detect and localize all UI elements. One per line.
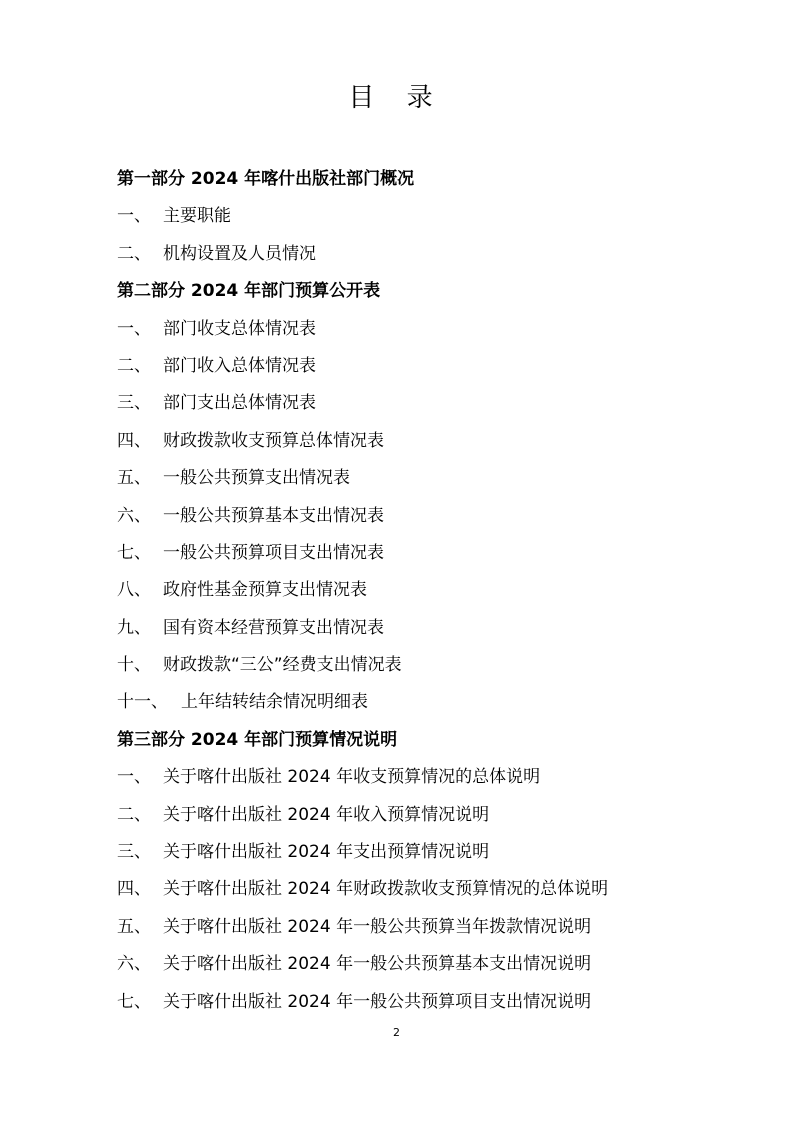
toc-item	[117, 575, 757, 612]
toc-item-text: 一般公共预算项目支出情况表	[163, 542, 384, 563]
toc-item	[117, 351, 757, 388]
toc-item-text: 部门支出总体情况表	[163, 393, 316, 414]
toc-item-text: 国有资本经营预算支出情况表	[163, 617, 384, 638]
toc-item-text: 一般公共预算基本支出情况表	[163, 505, 384, 526]
toc-item-number: 二、	[117, 804, 151, 825]
toc-item-number: 六、	[117, 505, 151, 526]
toc-item-number: 九、	[117, 617, 151, 638]
toc-item-text: 一般公共预算支出情况表	[163, 468, 350, 489]
toc-item	[117, 687, 757, 724]
toc-item	[117, 949, 757, 986]
toc-item-number: 十、	[117, 655, 151, 676]
toc-item	[117, 837, 757, 874]
toc-item	[117, 314, 757, 351]
toc-item-text: 关于喀什出版社 2024 年收支预算情况的总体说明	[163, 767, 541, 788]
toc-item-number: 一、	[117, 206, 151, 227]
toc-item	[117, 426, 757, 463]
toc-item-number: 一、	[117, 767, 151, 788]
toc-item-text: 政府性基金预算支出情况表	[163, 580, 367, 601]
toc-item-number: 三、	[117, 842, 151, 863]
toc-part-3	[117, 725, 757, 762]
toc-item-number: 八、	[117, 580, 151, 601]
toc-item-number: 五、	[117, 468, 151, 489]
toc-item	[117, 501, 757, 538]
toc-item-number: 二、	[117, 243, 151, 264]
toc-part-2	[117, 276, 757, 313]
toc-item-number: 四、	[117, 879, 151, 900]
toc-item-text: 关于喀什出版社 2024 年一般公共预算基本支出情况说明	[163, 954, 592, 975]
toc-item	[117, 987, 757, 1024]
toc-item	[117, 388, 757, 425]
toc-item-text: 上年结转结余情况明细表	[181, 692, 368, 713]
page-number: 2	[393, 1026, 400, 1039]
toc-item-text: 关于喀什出版社 2024 年一般公共预算项目支出情况说明	[163, 991, 592, 1012]
toc-item	[117, 762, 757, 799]
toc-item-text: 关于喀什出版社 2024 年财政拨款收支预算情况的总体说明	[163, 879, 609, 900]
toc-part-1	[117, 164, 757, 201]
toc-part-text: 第二部分 2024 年部门预算公开表	[117, 281, 381, 302]
toc-item-text: 财政拨款“三公”经费支出情况表	[163, 655, 402, 676]
toc-item-number: 一、	[117, 318, 151, 339]
toc-item	[117, 538, 757, 575]
toc-item-number: 五、	[117, 916, 151, 937]
toc-item-number: 三、	[117, 393, 151, 414]
toc-item-text: 关于喀什出版社 2024 年一般公共预算当年拨款情况说明	[163, 916, 592, 937]
toc-item	[117, 874, 757, 911]
toc-item-number: 四、	[117, 430, 151, 451]
toc-part-text: 第一部分 2024 年喀什出版社部门概况	[117, 169, 415, 189]
toc-item-text: 机构设置及人员情况	[163, 243, 316, 264]
table-of-contents	[117, 164, 757, 1024]
toc-item-number: 七、	[117, 991, 151, 1012]
page-title: 目 录	[348, 83, 445, 113]
toc-part-text: 第三部分 2024 年部门预算情况说明	[117, 729, 398, 750]
toc-item	[117, 239, 757, 276]
toc-item-text: 部门收入总体情况表	[163, 355, 316, 376]
toc-item	[117, 650, 757, 687]
toc-item-text: 关于喀什出版社 2024 年收入预算情况说明	[163, 804, 490, 825]
toc-item-number: 十一、	[117, 692, 168, 713]
toc-item-number: 七、	[117, 542, 151, 563]
toc-item-text: 部门收支总体情况表	[163, 318, 316, 339]
toc-item	[117, 201, 757, 238]
toc-item	[117, 613, 757, 650]
toc-item-text: 主要职能	[163, 206, 231, 227]
toc-item	[117, 912, 757, 949]
toc-item	[117, 800, 757, 837]
toc-item-text: 财政拨款收支预算总体情况表	[163, 430, 384, 451]
toc-item	[117, 463, 757, 500]
toc-item-text: 关于喀什出版社 2024 年支出预算情况说明	[163, 842, 490, 863]
toc-item-number: 六、	[117, 954, 151, 975]
toc-item-number: 二、	[117, 355, 151, 376]
